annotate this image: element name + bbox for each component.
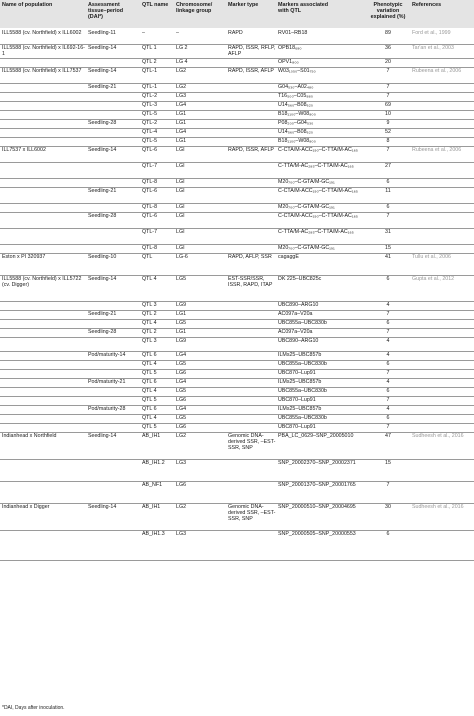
cell-markers: C-CTA/M-ACC₁₉₀–C-TTA/M-AC₁₆₅ [278, 147, 358, 153]
cell-assessment: Seedling-21 [88, 84, 117, 90]
cell-chromosome: LG 2 [176, 45, 188, 51]
table-row [0, 432, 474, 460]
cell-variation: 15 [385, 245, 391, 251]
cell-qtl-name: QTL 6 [142, 352, 157, 358]
cell-markers: UBC855a–UBC830b [278, 320, 327, 326]
cell-chromosome: LG4 [176, 102, 187, 108]
cell-chromosome: LG1 [176, 329, 187, 335]
cell-marker-type: RAPD, ISSR, AFLP [228, 68, 274, 74]
cell-reference: Tullu et al., 2006 [412, 254, 451, 260]
table-row [0, 253, 474, 276]
cell-markers: UBC855a–UBC830b [278, 361, 327, 367]
table-row [0, 337, 474, 352]
cell-qtl-name: AB_NF1 [142, 482, 163, 488]
cell-markers: UBC870–Lup91 [278, 397, 316, 403]
cell-markers: UBC855a–UBC830b [278, 415, 327, 421]
cell-qtl-name: QTL 6 [142, 379, 157, 385]
cell-assessment: Seedling-28 [88, 329, 117, 335]
cell-population: ILL5588 (cv. Northfield) x ILL7537 [2, 68, 82, 74]
table-row [0, 29, 474, 45]
table-row [0, 187, 474, 204]
cell-markers: C-TTA/M-AC₂₈₅–C-TTA/M-AC₁₆₅ [278, 229, 354, 235]
cell-assessment: Seedling-14 [88, 504, 117, 510]
cell-population: Eston x PI 320937 [2, 254, 46, 260]
cell-population: Indianhead x Northfield [2, 433, 57, 439]
cell-variation: 4 [386, 302, 390, 308]
cell-chromosome: LG2 [176, 68, 187, 74]
cell-markers: UBC855a–UBC830b [278, 388, 327, 394]
cell-markers: cagaggE [278, 254, 299, 260]
cell-markers: DK 225–UBC825c [278, 276, 322, 282]
table-row [0, 275, 474, 302]
cell-markers: UBC890–ARG10 [278, 302, 319, 308]
cell-qtl-name: QTL 3 [142, 302, 157, 308]
cell-chromosome: LG5 [176, 388, 187, 394]
cell-qtl-name: QTL-6 [142, 213, 158, 219]
cell-qtl-name: QTL 1 [142, 45, 157, 51]
cell-markers: M20₇₀₀–C-GTA/M-GC₁₉₁ [278, 204, 335, 210]
cell-variation: 41 [385, 254, 391, 260]
cell-qtl-name: AB_IH1 [142, 504, 161, 510]
cell-variation: 7 [386, 482, 390, 488]
cell-chromosome: LG9 [176, 302, 187, 308]
cell-assessment: Pod/maturity-14 [88, 352, 126, 358]
cell-qtl-name: AB_IH1.2 [142, 460, 165, 466]
cell-qtl-name: QTL 4 [142, 361, 157, 367]
cell-variation: 7 [386, 68, 390, 74]
cell-reference: Gupta et al., 2012 [412, 276, 455, 282]
cell-reference: Sudheesh et al., 2016 [412, 504, 464, 510]
cell-chromosome: LG4 [176, 129, 187, 135]
cell-chromosome: LG-6 [176, 254, 188, 260]
cell-qtl-name: QTL-5 [142, 138, 158, 144]
cell-assessment: Seedling-21 [88, 311, 117, 317]
cell-qtl-name: QTL 4 [142, 415, 157, 421]
cell-markers: RV01–RB18 [278, 30, 308, 36]
cell-variation: 6 [386, 320, 390, 326]
cell-marker-type: Genomic DNA-derived SSR, –EST-SSR, SNP [228, 433, 276, 452]
cell-variation: 7 [386, 213, 390, 219]
cell-chromosome: LG1 [176, 138, 187, 144]
cell-variation: 7 [386, 84, 390, 90]
cell-qtl-name: QTL-8 [142, 204, 158, 210]
cell-markers: C-TTA/M-AC₂₈₅–C-TTA/M-AC₁₆₅ [278, 163, 354, 169]
cell-markers: UBC870–Lup91 [278, 370, 316, 376]
cell-qtl-name: QTL-6 [142, 188, 158, 194]
header-references: References [412, 2, 442, 8]
header-population: Name of population [2, 2, 53, 8]
cell-qtl-name: QTL-7 [142, 163, 158, 169]
cell-population: ILL5588 (cv. Northfield) x IL692-16-1 [2, 45, 85, 58]
cell-chromosome: LG3 [176, 93, 187, 99]
cell-chromosome: LG5 [176, 361, 187, 367]
cell-variation: 6 [386, 415, 390, 421]
footnote: *DAI, Days after inoculation. [2, 705, 65, 711]
cell-chromosome: LG5 [176, 320, 187, 326]
cell-reference: Rubeena et al., 2006 [412, 68, 462, 74]
table-row [0, 503, 474, 531]
cell-marker-type: Genomic DNA-derived SSR, –EST-SSR, SNP [228, 504, 276, 523]
cell-markers: ILMs25–UBC857b [278, 406, 322, 412]
cell-qtl-name: QTL-2 [142, 120, 158, 126]
cell-variation: 6 [386, 388, 390, 394]
cell-chromosome: LGI [176, 163, 185, 169]
cell-chromosome: LG4 [176, 406, 187, 412]
cell-marker-type: RAPD, AFLP, SSR [228, 254, 272, 260]
table-row [0, 162, 474, 179]
cell-variation: 20 [385, 59, 391, 65]
cell-chromosome: LG2 [176, 433, 187, 439]
table-row [0, 481, 474, 504]
cell-markers: G04₅₃₀–A02₄₈₀ [278, 84, 314, 90]
cell-chromosome: LG3 [176, 460, 187, 466]
cell-qtl-name: QTL-5 [142, 111, 158, 117]
cell-variation: 7 [386, 329, 390, 335]
cell-assessment: Seedling-28 [88, 213, 117, 219]
cell-qtl-name: QTL 4 [142, 276, 157, 282]
cell-markers: SNP_20002370–SNP_20002371 [278, 460, 356, 466]
cell-qtl-name: QTL 3 [142, 338, 157, 344]
cell-markers: M20₇₀₀–C-GTA/M-GC₁₉₁ [278, 245, 335, 251]
header-markers: Markers associated with QTL [278, 2, 329, 15]
cell-variation: 47 [385, 433, 391, 439]
cell-qtl-name: QTL-1 [142, 68, 158, 74]
cell-markers: ILMs25–UBC857b [278, 352, 322, 358]
cell-markers: U14₅₆₀–B08₆₂₀ [278, 129, 313, 135]
cell-markers: B18₁₁₀₀–W08₈₀₀ [278, 138, 316, 144]
cell-markers: AC097a–V20a [278, 311, 313, 317]
cell-chromosome: LG 4 [176, 59, 188, 65]
cell-markers: C-CTA/M-ACC₁₉₀–C-TTA/M-AC₁₆₅ [278, 213, 358, 219]
cell-variation: 4 [386, 379, 390, 385]
cell-chromosome: LG4 [176, 352, 187, 358]
header-variation: Phenotypic variation explained (%) [370, 2, 406, 21]
cell-assessment: Seedling-10 [88, 254, 117, 260]
cell-markers: UBC870–Lup91 [278, 424, 316, 430]
cell-qtl-name: – [142, 30, 145, 36]
cell-variation: 10 [385, 111, 391, 117]
cell-chromosome: LGI [176, 147, 185, 153]
cell-marker-type: RAPD, ISSR, RFLP, AFLP [228, 45, 276, 58]
cell-variation: 7 [386, 370, 390, 376]
cell-variation: 6 [386, 276, 390, 282]
cell-variation: 4 [386, 352, 390, 358]
cell-assessment: Pod/maturity-28 [88, 406, 126, 412]
cell-markers: C-CTA/M-ACC₁₉₀–C-TTA/M-AC₁₆₅ [278, 188, 358, 194]
cell-assessment: Seedling-21 [88, 188, 117, 194]
cell-population: Indianhead x Digger [2, 504, 50, 510]
cell-marker-type: RAPD, ISSR, AFLP [228, 147, 274, 153]
cell-chromosome: LG3 [176, 531, 187, 537]
table-row [0, 459, 474, 482]
table-row [0, 44, 474, 59]
cell-qtl-name: QTL-4 [142, 129, 158, 135]
cell-assessment: Seedling-14 [88, 433, 117, 439]
cell-qtl-name: QTL-8 [142, 245, 158, 251]
cell-chromosome: LG5 [176, 276, 187, 282]
cell-variation: 36 [385, 45, 391, 51]
cell-population: ILL7537 x ILL6002 [2, 147, 46, 153]
cell-qtl-name: AB_IH1.3 [142, 531, 165, 537]
cell-qtl-name: QTL 2 [142, 59, 157, 65]
cell-variation: 15 [385, 460, 391, 466]
cell-variation: 6 [386, 204, 390, 210]
cell-chromosome: LG6 [176, 482, 187, 488]
cell-markers: M20₇₀₀–C-GTA/M-GC₁₉₁ [278, 179, 335, 185]
cell-chromosome: LG4 [176, 379, 187, 385]
cell-variation: 7 [386, 424, 390, 430]
table-row [0, 228, 474, 245]
cell-chromosome: LG1 [176, 111, 187, 117]
cell-qtl-name: QTL 5 [142, 370, 157, 376]
cell-markers: SNP_20001370–SNP_20001765 [278, 482, 356, 488]
cell-population: ILL5588 (cv. Northfield) x ILL5722 (cv. Digger) [2, 276, 82, 289]
cell-variation: 11 [385, 188, 391, 194]
cell-marker-type: RAPD [228, 30, 243, 36]
cell-variation: 6 [386, 361, 390, 367]
cell-variation: 30 [385, 504, 391, 510]
cell-reference: Rubeena et al., 2006 [412, 147, 462, 153]
cell-chromosome: LG9 [176, 338, 187, 344]
header-chromosome: Chromosome/ linkage group [176, 2, 213, 15]
table-row [0, 146, 474, 163]
table-row [0, 212, 474, 229]
cell-variation: 7 [386, 93, 390, 99]
cell-markers: SNP_20000510–SNP_20004695 [278, 504, 356, 510]
cell-assessment: Seedling-14 [88, 45, 117, 51]
cell-markers: ILMs25–UBC857b [278, 379, 322, 385]
cell-variation: 9 [386, 120, 390, 126]
cell-assessment: Seedling-14 [88, 147, 117, 153]
cell-qtl-name: QTL-2 [142, 93, 158, 99]
cell-chromosome: LG6 [176, 370, 187, 376]
cell-chromosome: LGI [176, 188, 185, 194]
cell-chromosome: LG1 [176, 120, 187, 126]
cell-reference: Sudheesh et al., 2016 [412, 433, 464, 439]
cell-markers: W03₁₀₅₀–S01₇₅₀ [278, 68, 316, 74]
cell-chromosome: LGI [176, 245, 185, 251]
cell-qtl-name: QTL 4 [142, 320, 157, 326]
table-header [0, 0, 474, 28]
cell-markers: PBA_LC_0629–SNP_20005010 [278, 433, 354, 439]
cell-assessment: Pod/maturity-21 [88, 379, 126, 385]
cell-variation: 89 [385, 30, 391, 36]
cell-assessment: Seedling-14 [88, 276, 117, 282]
cell-variation: 4 [386, 406, 390, 412]
cell-markers: P08₂₀₀–G04₅₃₀ [278, 120, 314, 126]
cell-chromosome: LG5 [176, 415, 187, 421]
cell-marker-type: EST-SSR/SSR, ISSR, RAPD, ITAP [228, 276, 273, 289]
cell-variation: 6 [386, 179, 390, 185]
cell-population: ILL5588 (cv. Northfield) x ILL6002 [2, 30, 82, 36]
cell-qtl-name: AB_IH1 [142, 433, 161, 439]
cell-variation: 27 [385, 163, 391, 169]
cell-markers: AC097a–V20a [278, 329, 313, 335]
table-row [0, 530, 474, 561]
cell-qtl-name: QTL-7 [142, 229, 158, 235]
cell-chromosome: LGI [176, 229, 185, 235]
cell-qtl-name: QTL 6 [142, 406, 157, 412]
cell-qtl-name: QTL 2 [142, 329, 157, 335]
cell-markers: U14₅₆₀–B08₆₂₀ [278, 102, 313, 108]
cell-markers: UBC890–ARG10 [278, 338, 319, 344]
cell-variation: 52 [385, 129, 391, 135]
cell-assessment: Seedling-14 [88, 68, 117, 74]
cell-markers: B18₁₁₀₀–W08₈₀₀ [278, 111, 316, 117]
cell-chromosome: LGI [176, 213, 185, 219]
cell-assessment: Seedling-11 [88, 30, 116, 36]
cell-variation: 7 [386, 311, 390, 317]
cell-variation: 4 [386, 338, 390, 344]
cell-qtl-name: QTL 2 [142, 311, 157, 317]
cell-variation: 7 [386, 397, 390, 403]
cell-qtl-name: QTL-8 [142, 179, 158, 185]
cell-qtl-name: QTL 4 [142, 388, 157, 394]
cell-variation: 7 [386, 147, 390, 153]
header-assessment: Assessment tissue–period (DAI*) [88, 2, 124, 21]
cell-qtl-name: QTL-3 [142, 102, 158, 108]
cell-chromosome: LG2 [176, 504, 187, 510]
cell-variation: 69 [385, 102, 391, 108]
cell-chromosome: LG6 [176, 397, 187, 403]
cell-chromosome: – [176, 30, 179, 36]
cell-markers: T16₅₀₀–C05₈₈₀ [278, 93, 313, 99]
cell-variation: 6 [386, 531, 390, 537]
cell-qtl-name: QTL 5 [142, 424, 157, 430]
cell-reference: Tar'an et al., 2003 [412, 45, 454, 51]
header-qtl-name: QTL name [142, 2, 169, 8]
table-row [0, 67, 474, 84]
cell-chromosome: LGI [176, 179, 185, 185]
cell-variation: 31 [385, 229, 391, 235]
cell-chromosome: LG1 [176, 311, 187, 317]
cell-qtl-name: QTL 5 [142, 397, 157, 403]
cell-reference: Ford et al., 1999 [412, 30, 451, 36]
cell-assessment: Seedling-28 [88, 120, 117, 126]
cell-qtl-name: QTL-6 [142, 147, 158, 153]
cell-markers: OPV1₈₀₀ [278, 59, 299, 65]
cell-chromosome: LG6 [176, 424, 187, 430]
header-marker-type: Marker type [228, 2, 259, 8]
cell-variation: 8 [386, 138, 390, 144]
cell-chromosome: LG2 [176, 84, 187, 90]
cell-chromosome: LGI [176, 204, 185, 210]
cell-markers: OPB18₆₈₀ [278, 45, 302, 51]
cell-markers: SNP_20000505–SNP_20000553 [278, 531, 356, 537]
cell-qtl-name: QTL-1 [142, 84, 158, 90]
cell-qtl-name: QTL [142, 254, 153, 260]
